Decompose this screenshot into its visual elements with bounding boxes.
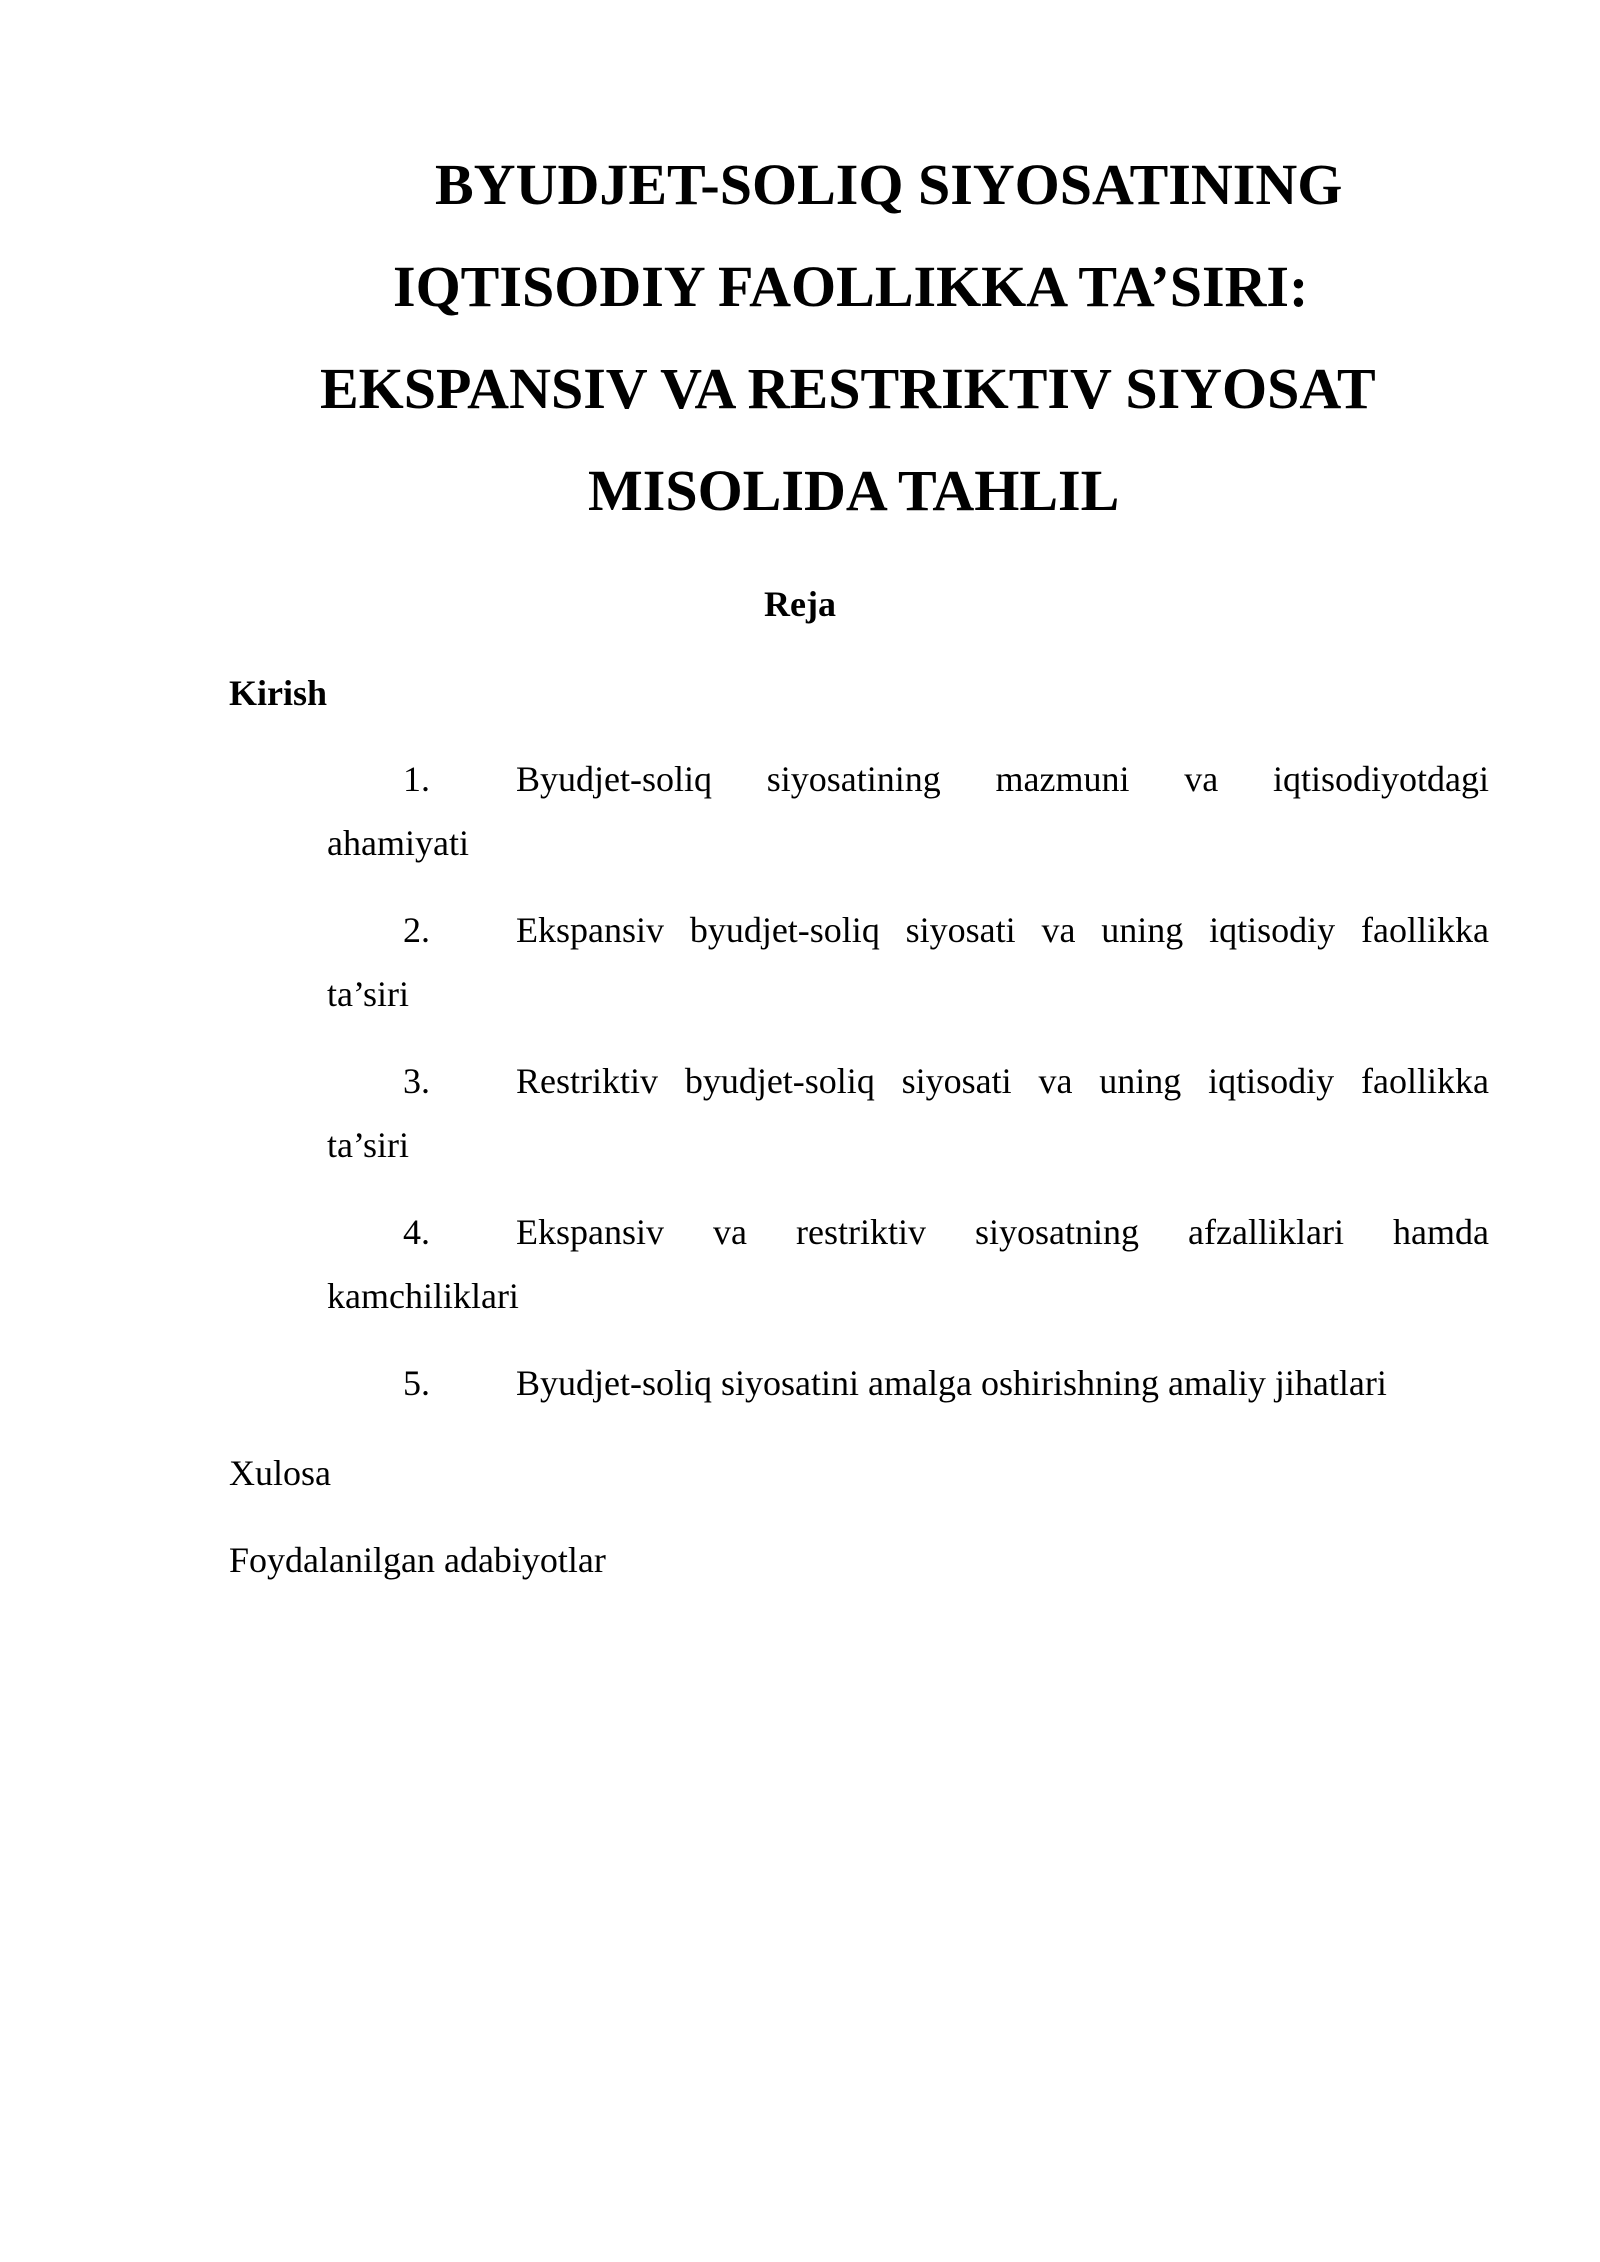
plan-item-word: iqtisodiy (1209, 910, 1336, 950)
title-line-2-text: IQTISODIY FAOLLIKKA TA’SIRI: (393, 254, 1309, 319)
plan-item-text: Byudjet-soliq siyosatini amalga oshirishning amaliy jihatlari (516, 1363, 1387, 1403)
plan-item-word: hamda (1392, 1212, 1489, 1252)
references-heading: Foydalanilgan adabiyotlar (229, 1540, 606, 1580)
plan-item-word: va (1184, 759, 1219, 799)
plan-item-word: va (1041, 910, 1076, 950)
plan-item-word: siyosati (905, 910, 1016, 950)
plan-item-number: 1. (403, 759, 430, 799)
plan-item (327, 757, 1489, 865)
plan-heading: Reja (764, 584, 836, 624)
intro-heading: Kirish (229, 673, 328, 713)
plan-item-number: 5. (403, 1363, 430, 1403)
plan-item-word: Ekspansiv (516, 1212, 664, 1252)
title-line-3-text: EKSPANSIV VA RESTRIKTIV SIYOSAT (320, 356, 1376, 421)
plan-item-word: iqtisodiy (1208, 1061, 1335, 1101)
plan-item-word: afzalliklari (1188, 1212, 1344, 1252)
plan-item-word: mazmuni (995, 759, 1130, 799)
plan-item-word: restriktiv (796, 1212, 926, 1252)
title-line-4-text: MISOLIDA TAHLIL (588, 458, 1120, 523)
plan-item-number: 4. (403, 1212, 430, 1252)
plan-item-word: faollikka (1361, 910, 1489, 950)
conclusion-heading: Xulosa (229, 1453, 331, 1493)
plan-item-word: byudjet-soliq (684, 1061, 875, 1101)
plan-item-word: Byudjet-soliq (516, 759, 712, 799)
plan-item-continuation: ta’siri (327, 1125, 409, 1165)
plan-item-word: siyosati (901, 1061, 1012, 1101)
plan-item-word: faollikka (1361, 1061, 1489, 1101)
plan-item-continuation: kamchiliklari (327, 1276, 519, 1316)
plan-item (327, 1059, 1489, 1167)
plan-item-word: Restriktiv (516, 1061, 658, 1101)
plan-item (327, 1210, 1489, 1318)
plan-item-word: iqtisodiyotdagi (1272, 759, 1489, 799)
plan-item-word: siyosatning (975, 1212, 1140, 1252)
title-line-3 (320, 354, 1376, 424)
plan-item-continuation: ahamiyati (327, 823, 469, 863)
plan-item-word: byudjet-soliq (689, 910, 880, 950)
title-line-4 (588, 456, 1119, 526)
plan-item-word: va (1038, 1061, 1073, 1101)
plan-item-word: va (713, 1212, 747, 1252)
plan-item-word: uning (1099, 1061, 1182, 1101)
title-line-2 (393, 252, 1308, 322)
plan-item-word: Ekspansiv (516, 910, 664, 950)
title-line-1-text: BYUDJET-SOLIQ SIYOSATINING (435, 152, 1343, 217)
plan-item (327, 1361, 1489, 1405)
plan-item-number: 3. (403, 1061, 430, 1101)
plan-item (327, 908, 1489, 1016)
title-line-1 (435, 150, 1342, 220)
plan-item-continuation: ta’siri (327, 974, 409, 1014)
plan-item-number: 2. (403, 910, 430, 950)
plan-item-word: siyosatining (766, 759, 941, 799)
plan-item-word: uning (1101, 910, 1184, 950)
